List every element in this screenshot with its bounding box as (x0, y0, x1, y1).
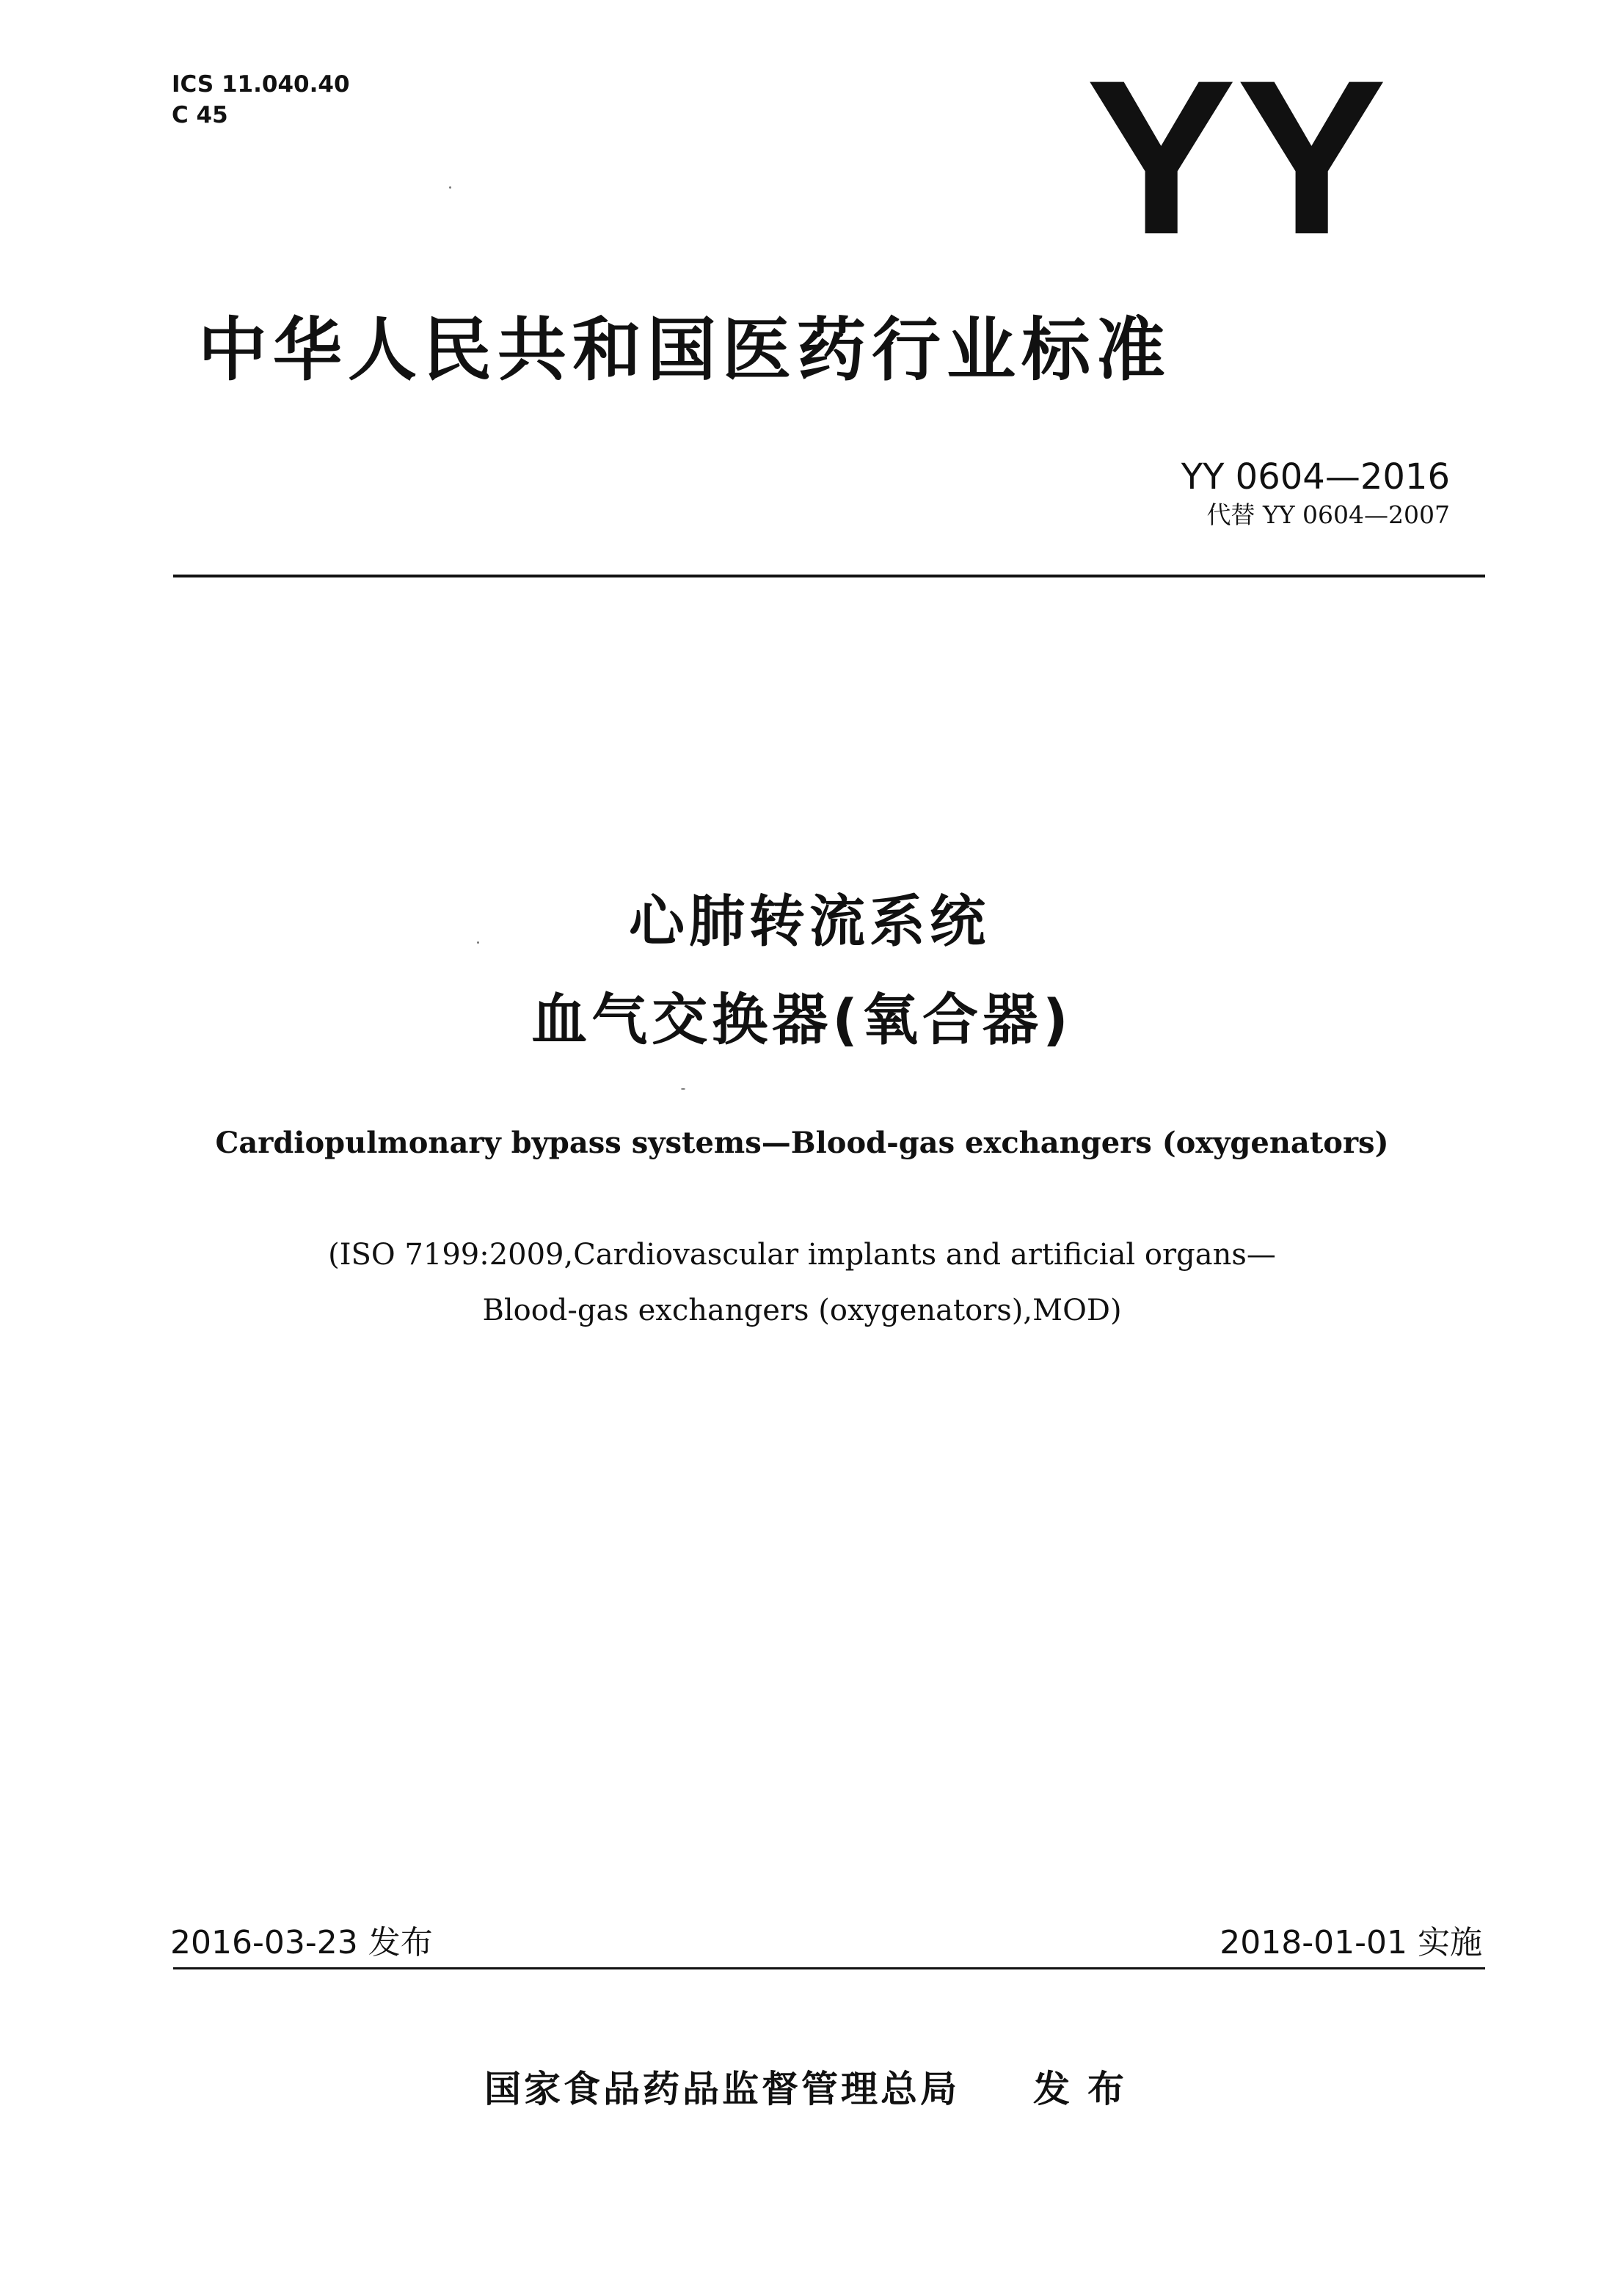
publish-date: 2016-03-23 发布 (170, 1924, 433, 1961)
chinese-title-line-1: 心肺转流系统 (629, 889, 990, 954)
yy-logo (1079, 73, 1394, 264)
header-divider (173, 575, 1485, 577)
standard-number: YY 0604—2016 (1181, 456, 1450, 498)
footer-divider (173, 1967, 1485, 1969)
implementation-date: 2018-01-01 实施 (1220, 1924, 1482, 1961)
authority-title: 中华人民共和国医药行业标准 (198, 310, 1172, 390)
ccs-code: C 45 (172, 102, 228, 128)
ics-code: ICS 11.040.40 (172, 71, 350, 98)
english-title: Cardiopulmonary bypass systems—Blood-gas exchangers (oxygenators) (215, 1126, 1389, 1160)
standard-number-block (1181, 455, 1450, 531)
iso-reference (0, 1227, 1604, 1338)
classification-codes (172, 69, 350, 131)
issuer (484, 2063, 1142, 2115)
iso-reference-line-1: (ISO 7199:2009,Cardiovascular implants and artificial organs— (328, 1238, 1276, 1272)
replaces-standard: 代替 YY 0604—2007 (1206, 500, 1450, 529)
scan-speck (681, 1088, 685, 1090)
issuer-suffix: 发布 (1033, 2068, 1142, 2110)
issuer-name: 国家食品药品监督管理总局 (484, 2068, 960, 2110)
chinese-title-line-2: 血气交换器(氧合器) (531, 987, 1073, 1052)
iso-reference-line-2: Blood-gas exchangers (oxygenators),MOD) (482, 1294, 1122, 1327)
yy-logo-text: YY (1086, 73, 1387, 264)
scan-speck (449, 186, 451, 189)
